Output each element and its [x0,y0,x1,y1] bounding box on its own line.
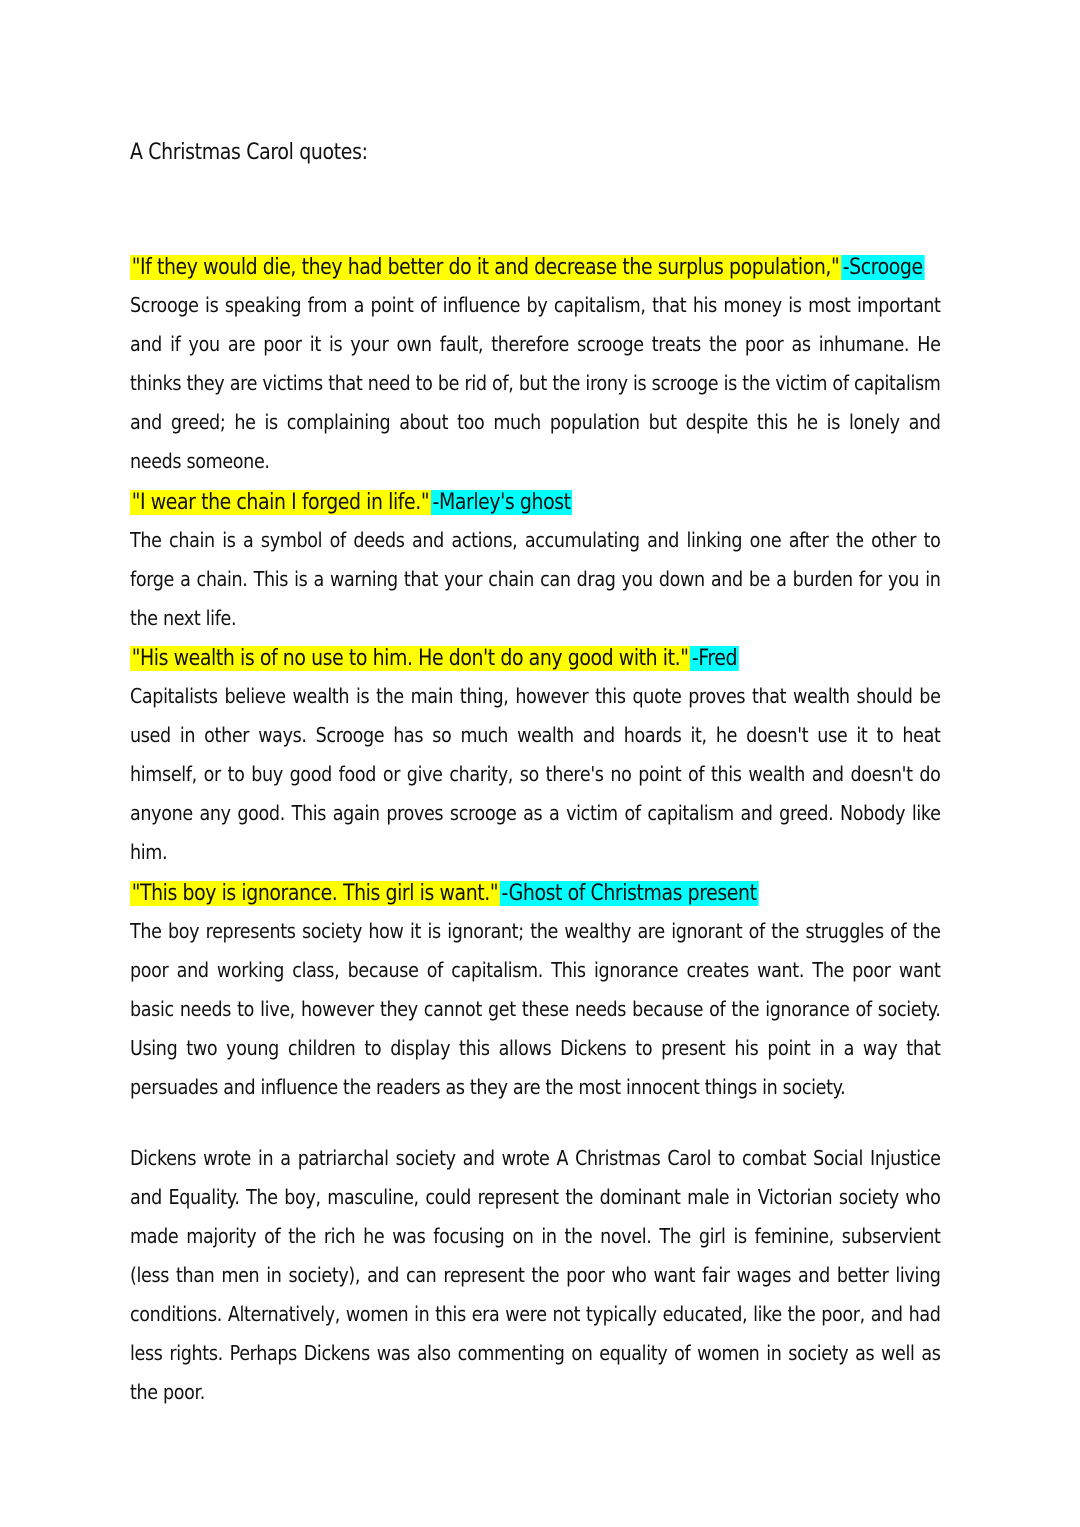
quote-text: "His wealth is of no use to him. He don't do any good with it." [131,646,689,671]
quote-speaker: -Fred [691,646,738,671]
quote-section-fred [130,641,950,872]
quote-line [130,641,947,677]
quote-text: "If they would die, they had better do it and decrease the surplus population," [131,255,840,280]
quote-analysis: Scrooge is speaking from a point of influence by capitalism, that his money is most important and if you are poor it is your own fault, therefore scrooge treats the poor as inhumane. He thinks they are victims that need to be rid of, but the irony is scrooge is the victim of capitalism and greed; he is complaining about too much population but despite this he is lonely and needs someone. [130,293,941,473]
quote-line [130,250,947,286]
closing-section [130,1139,950,1412]
quote-speaker: -Scrooge [842,255,923,280]
quote-text: "I wear the chain I forged in life." [131,490,430,515]
closing-paragraph: Dickens wrote in a patriarchal society and wrote A Christmas Carol to combat Social Injustice and Equality. The boy, masculine, could represent the dominant male in Victorian society who made majority of the rich he was focusing on in the novel. The girl is feminine, subservient (less than men in society), and can represent the poor who want fair wages and better living conditions. Alternatively, women in this era were not typically educated, like the poor, and had less rights. Perhaps Dickens was also commenting on equality of women in society as well as the poor. [130,1146,941,1404]
quote-analysis: The boy represents society how it is ignorant; the wealthy are ignorant of the struggles of the poor and working class, because of capitalism. This ignorance creates want. The poor want basic needs to live, however they cannot get these needs because of the ignorance of society. Using two young children to display this allows Dickens to present his point in a way that persuades and influence the readers as they are the most innocent things in society. [130,919,941,1099]
quote-analysis: The chain is a symbol of deeds and actions, accumulating and linking one after the other to forge a chain. This is a warning that your chain can drag you down and be a burden for you in the next life. [130,528,941,630]
quote-speaker: -Marley's ghost [432,490,571,515]
quote-section-ghost-present [130,876,950,1107]
quote-line [130,876,947,912]
quote-speaker: -Ghost of Christmas present [501,881,757,906]
quote-analysis: Capitalists believe wealth is the main thing, however this quote proves that wealth should be used in other ways. Scrooge has so much wealth and hoards it, he doesn't use it to heat himself, or to buy good food or give charity, so there's no point of this wealth and doesn't do anyone any good. This again proves scrooge as a victim of capitalism and greed. Nobody like him. [130,684,941,864]
quote-section-marley [130,485,950,638]
quote-text: "This boy is ignorance. This girl is want." [131,881,499,906]
document-title: A Christmas Carol quotes: [130,140,368,165]
quote-section-scrooge [130,250,950,481]
quote-line [130,485,947,521]
